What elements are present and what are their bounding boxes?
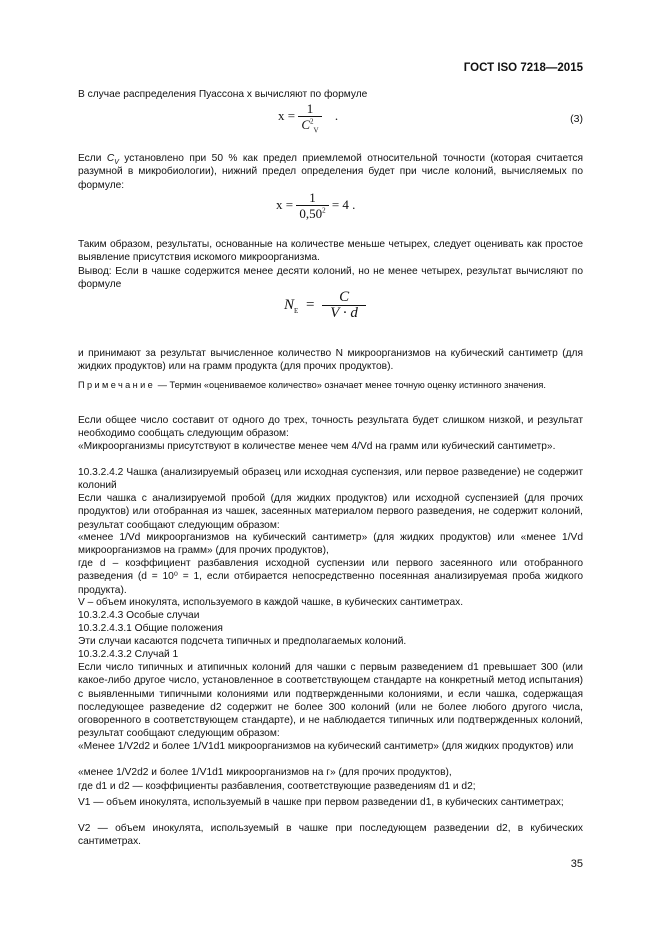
paragraph-where-d1-d2: где d1 и d2 — коэффициенты разбавления, соответствующие разведениям d1 и d2; <box>78 781 476 792</box>
paragraph-v: V – объем инокулята, используемого в каждой чашке, в кубических сантиметрах. <box>78 597 464 608</box>
formula-3: x = $\frac{1}{C^2_V}$ . <box>278 101 339 135</box>
page-number: 35 <box>570 858 583 870</box>
paragraph-case-1: Если число типичных и атипичных колоний для чашки с первым разведением d1 превышает 300 (или какое-либо другое число, установленное в соответствующем стандарте на конкретный метод испытания) с выявленными типичными колониями или подтвержденными колониями, и если чашка, содержащая последующее разведение d2 содержит не более 300 колоний (или не более любого другого числа, оговоренного в соответствующем стандарте), и не наблюдается типичных или подтвержденных колоний, результат сообщают следующим образом: <box>78 662 583 740</box>
heading-10-3-2-4-2: 10.3.2.4.2 Чашка (анализируемый образец или исходная суспензия, или первое разведение) не содержит колоний <box>78 467 583 492</box>
heading-10-3-2-4-3-1: 10.3.2.4.3.1 Общие положения <box>78 623 223 634</box>
paragraph-where-d: где d – коэффициент разбавления исходной суспензии или первого засеянного или отобранного разведения (d = 10⁰ = 1, если отбирается непосредственно посеянная анализируемая проба жидкого продукта). <box>78 558 583 596</box>
paragraph-less-four: Таким образом, результаты, основанные на количестве меньше четырех, следует оценивать как простое выявление присутствия искомого микроорганизма. <box>78 239 583 264</box>
paragraph-empty-dish: Если чашка с анализируемой пробой (для жидких продуктов) или исходной суспензией (для прочих продуктов) или отобранная из чашек, засеянных материалом первого разведения, не содержит колоний, результат сообщают следующим образом: <box>78 493 583 531</box>
formula-3-lhs: x = <box>278 107 296 123</box>
note: Примечание — Термин «оцениваемое количество» означает менее точную оценку истинного значения. <box>78 380 546 390</box>
paragraph-accept: и принимают за результат вычисленное количество N микроорганизмов на кубический сантиметр (для жидких продуктов) или на грамм продукта (для прочих продуктов). <box>78 348 583 373</box>
formula-ne: $N_E$ = $\frac{C}{V \cdot d}$ <box>284 291 366 321</box>
paragraph-cv: Если $C_V$ установлено при 50 % как предел приемлемой относительной точности (которая считается разумной в микробиологии), нижний предел определения будет при числе колоний, вычисляемых по формуле: <box>78 153 583 191</box>
equation-number: (3) <box>570 113 583 125</box>
formula-limit: x = $\frac{1}{0,50^2}$ = 4 . <box>276 190 356 222</box>
paragraph-conclusion: Вывод: Если в чашке содержится менее десяти колоний, но не менее четырех, результат вычисляют по формуле <box>78 266 583 291</box>
standard-header: ГОСТ ISO 7218—2015 <box>463 62 583 74</box>
paragraph-v2: V2 — объем инокулята, используемый в чашке при последующем разведении d2, в кубических сантиметрах. <box>78 823 583 848</box>
heading-10-3-2-4-3: 10.3.2.4.3 Особые случаи <box>78 610 200 621</box>
paragraph-cases: Эти случаи касаются подсчета типичных и предполагаемых колоний. <box>78 636 407 647</box>
paragraph-intro: В случае распределения Пуассона x вычисляют по формуле <box>78 89 368 100</box>
paragraph-quote-4: «менее 1/V2d2 и более 1/V1d1 микроорганизмов на г» (для прочих продуктов), <box>78 767 452 778</box>
paragraph-v1: V1 — объем инокулята, используемый в чашке при первом разведении d1, в кубических сантиметрах; <box>78 797 564 808</box>
paragraph-one-to-three: Если общее число составит от одного до трех, точность результата будет слишком низкой, и результат необходимо сообщать следующим образом: <box>78 415 583 440</box>
heading-10-3-2-4-3-2: 10.3.2.4.3.2 Случай 1 <box>78 649 179 660</box>
paragraph-quote-3: «Менее 1/V2d2 и более 1/V1d1 микроорганизмов на кубический сантиметр» (для жидких продуктов) или <box>78 741 574 752</box>
paragraph-quote-1: «Микроорганизмы присутствуют в количестве менее чем 4/Vd на грамм или кубический сантиметр». <box>78 441 556 452</box>
formula-3-fraction: $\frac{1}{C^2_V}$ <box>298 102 321 132</box>
paragraph-quote-2: «менее 1/Vd микроорганизмов на кубический сантиметр» (для жидких продуктов) или «менее 1/Vd микроорганизмов на грамм» (для прочих продуктов), <box>78 532 583 557</box>
